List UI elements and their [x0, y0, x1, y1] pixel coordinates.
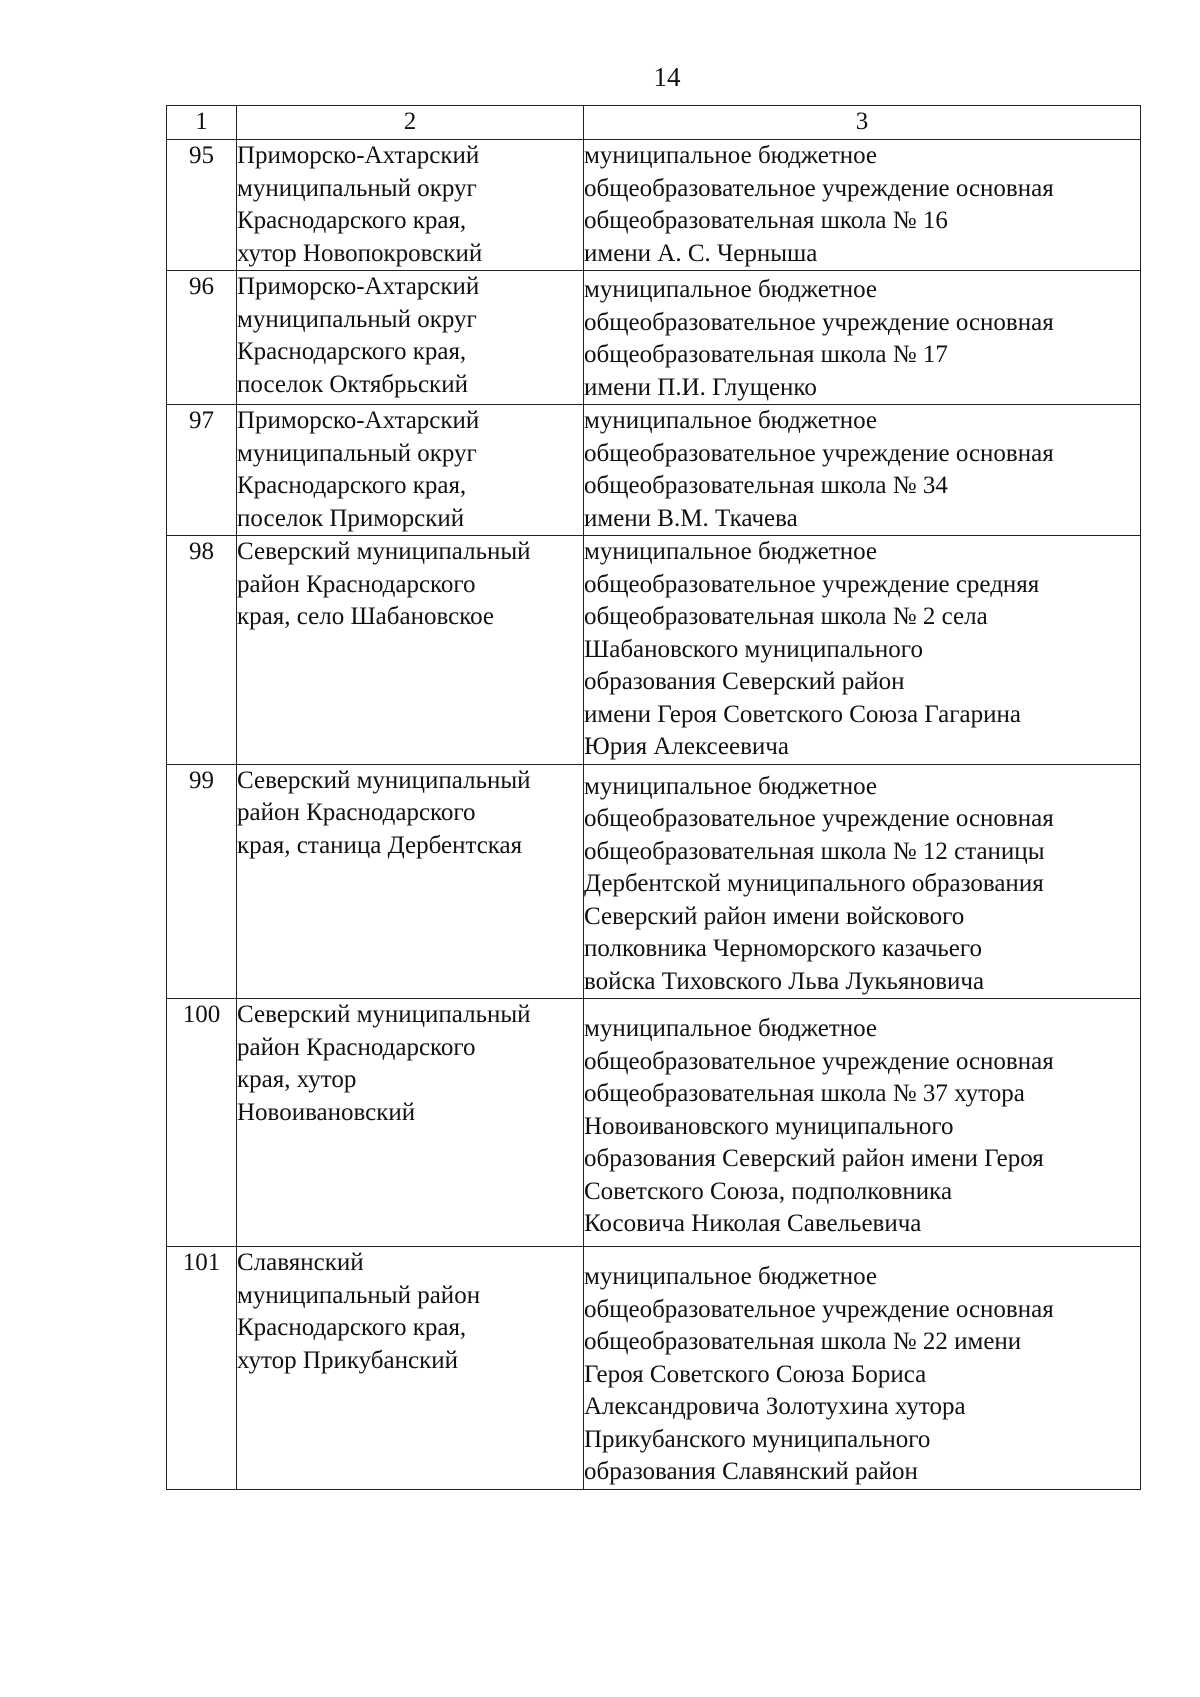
school-name-line: войска Тиховского Льва Лукьяновича	[584, 967, 985, 995]
school-name-line: общеобразовательная школа № 16	[584, 207, 948, 234]
school-name-cell	[584, 405, 1141, 536]
school-name-line: образования Славянский район	[584, 1458, 918, 1485]
municipality-line: Новоивановский	[237, 1098, 416, 1126]
municipality-line: муниципальный округ	[237, 439, 477, 467]
school-name-cell	[584, 1247, 1141, 1490]
school-name-line: Героя Советского Союза Бориса	[584, 1360, 927, 1388]
school-name-line: общеобразовательная школа № 17	[584, 341, 948, 368]
municipality-line: муниципальный округ	[237, 305, 477, 333]
table-row	[167, 536, 1141, 765]
schools-table	[166, 105, 1141, 1490]
school-name-line: образования Северский район имени Героя	[584, 1145, 1044, 1172]
municipality-line: Краснодарского края,	[237, 472, 467, 499]
row-number: 95	[167, 140, 237, 271]
municipality-line: район Краснодарского	[237, 1033, 476, 1061]
table-row	[167, 764, 1141, 999]
table-row	[167, 271, 1141, 405]
school-name-line: Северский район имени войскового	[584, 902, 965, 930]
school-name-line: имени П.И. Глущенко	[584, 373, 817, 401]
municipality-cell	[237, 271, 584, 405]
school-name-line: полковника Черноморского казачьего	[584, 935, 983, 962]
school-name-line: муниципальное бюджетное	[584, 772, 878, 800]
school-name-line: общеобразовательное учреждение основная	[584, 1047, 1054, 1075]
column-header: 2	[237, 106, 584, 140]
municipality-cell	[237, 764, 584, 999]
school-name-cell	[584, 764, 1141, 999]
municipality-line: муниципальный округ	[237, 174, 477, 202]
municipality-line: Краснодарского края,	[237, 338, 467, 365]
school-name-line: муниципальное бюджетное	[584, 276, 878, 303]
column-header: 1	[167, 106, 237, 140]
school-name-line: муниципальное бюджетное	[584, 407, 878, 434]
table-row	[167, 140, 1141, 271]
school-name-line: Шабановского муниципального	[584, 635, 923, 663]
municipality-line: Славянский	[237, 1249, 364, 1276]
municipality-line: хутор Новопокровский	[237, 239, 483, 267]
municipality-line: поселок Октябрьский	[237, 370, 468, 398]
school-name-line: общеобразовательная школа № 37 хутора	[584, 1080, 1025, 1107]
municipality-line: поселок Приморский	[237, 504, 465, 532]
school-name-line: Советского Союза, подполковника	[584, 1177, 953, 1205]
column-header: 3	[584, 106, 1141, 140]
municipality-cell	[237, 1247, 584, 1490]
school-name-line: имени А. С. Черныша	[584, 239, 818, 267]
school-name-line: общеобразовательная школа № 2 села	[584, 603, 988, 630]
municipality-cell	[237, 999, 584, 1247]
municipality-cell	[237, 405, 584, 536]
school-name-line: общеобразовательное учреждение основная	[584, 174, 1054, 202]
school-name-cell	[584, 999, 1141, 1247]
municipality-line: Северский муниципальный	[237, 1001, 531, 1028]
row-number: 96	[167, 271, 237, 405]
municipality-line: Приморско-Ахтарский	[237, 407, 480, 434]
municipality-cell	[237, 140, 584, 271]
school-name-line: общеобразовательное учреждение основная	[584, 308, 1054, 336]
row-number: 100	[167, 999, 237, 1247]
school-name-line: Александровича Золотухина хутора	[584, 1393, 966, 1420]
municipality-line: Северский муниципальный	[237, 766, 531, 794]
municipality-line: Приморско-Ахтарский	[237, 273, 480, 300]
school-name-line: муниципальное бюджетное	[584, 1015, 878, 1042]
municipality-line: края, станица Дербентская	[237, 831, 523, 859]
row-number: 97	[167, 405, 237, 536]
school-name-line: Юрия Алексеевича	[584, 733, 789, 760]
table-row	[167, 1247, 1141, 1490]
school-name-line: Косовича Николая Савельевича	[584, 1210, 922, 1237]
municipality-line: муниципальный район	[237, 1281, 481, 1309]
school-name-line: имени Героя Советского Союза Гагарина	[584, 700, 1021, 728]
municipality-line: Краснодарского края,	[237, 207, 467, 234]
municipality-line: края, село Шабановское	[237, 603, 495, 630]
school-name-line: общеобразовательная школа № 34	[584, 472, 948, 499]
municipality-line: Приморско-Ахтарский	[237, 142, 480, 169]
table-body	[167, 106, 1141, 1490]
school-name-line: муниципальное бюджетное	[584, 142, 878, 169]
municipality-line: хутор Прикубанский	[237, 1346, 458, 1374]
row-number: 101	[167, 1247, 237, 1490]
school-name-line: общеобразовательное учреждение средняя	[584, 570, 1040, 598]
municipality-cell	[237, 536, 584, 765]
school-name-cell	[584, 140, 1141, 271]
school-name-line: общеобразовательное учреждение основная	[584, 439, 1054, 467]
school-name-line: Прикубанского муниципального	[584, 1425, 931, 1453]
school-name-line: общеобразовательная школа № 12 станицы	[584, 837, 1045, 865]
table-header-row	[167, 106, 1141, 140]
school-name-line: общеобразовательная школа № 22 имени	[584, 1328, 1022, 1355]
row-number: 98	[167, 536, 237, 765]
municipality-line: края, хутор	[237, 1066, 357, 1093]
school-name-line: общеобразовательное учреждение основная	[584, 1295, 1054, 1323]
municipality-line: Краснодарского края,	[237, 1314, 467, 1341]
table-row	[167, 999, 1141, 1247]
school-name-cell	[584, 536, 1141, 765]
school-name-line: общеобразовательное учреждение основная	[584, 805, 1054, 832]
school-name-line: муниципальное бюджетное	[584, 538, 878, 565]
municipality-line: район Краснодарского	[237, 570, 476, 598]
school-name-line: Дербентской муниципального образования	[584, 870, 1044, 897]
municipality-line: Северский муниципальный	[237, 538, 531, 565]
school-name-line: имени В.М. Ткачева	[584, 504, 798, 532]
school-name-line: муниципальное бюджетное	[584, 1263, 878, 1290]
table-row	[167, 405, 1141, 536]
municipality-line: район Краснодарского	[237, 799, 476, 826]
page-number: 14	[653, 62, 681, 92]
row-number: 99	[167, 764, 237, 999]
school-name-line: образования Северский район	[584, 668, 905, 695]
school-name-cell	[584, 271, 1141, 405]
school-name-line: Новоивановского муниципального	[584, 1112, 954, 1140]
